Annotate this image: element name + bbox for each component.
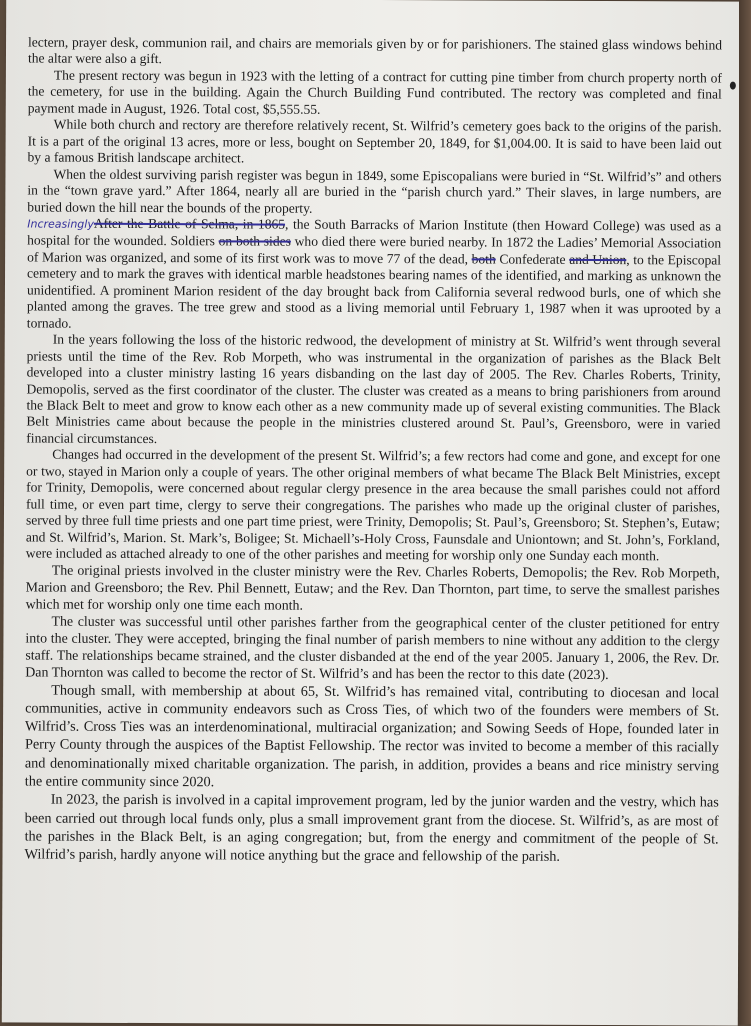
paragraph-5-text-4: , to the Episcopal cemetery and to mark the graves with identical marble headstones bearing names of the identified, and marking as unknown the unidentified. A prominent Marion resident of the day brought back from California several redwood burls, one of which she planted among the graves. The tree grew and stood as a living memorial until February 1, 1987 when it was uprooted by a tornado. xyxy=(26,251,722,331)
paragraph-3: While both church and rectory are therefore relatively recent, St. Wilfrid’s cemetery goes back to the origins of the parish. It is a part of the original 13 acres, more or less, bought on September 20, 1849, for $1,004.00. It is said to have been laid out by a famous British landscape architect. xyxy=(27,116,722,166)
paragraph-1: lectern, prayer desk, communion rail, and chairs are memorials given by or for parishioners. The stained glass windows behind the altar were also a gift. xyxy=(27,34,723,67)
struck-text-2: on both sides xyxy=(218,233,291,250)
handwritten-insert: Increasingly xyxy=(27,217,94,231)
paragraph-9: The cluster was successful until other parishes farther from the geographical center of the cluster petitioned for entry into the cluster. They were accepted, bringing the final number of parish members to nine without any addition to the clergy staff. The relationships became strained, and the cluster disbanded at the end of the year 2005. January 1, 2006, the Rev. Dr. Dan Thornton was called to become the rector of St. Wilfrid’s and has been the rector to this date (2023). xyxy=(25,614,720,683)
paragraph-4: When the oldest surviving parish register was begun in 1849, some Episcopalians were buried in “St. Wilfrid’s” and others in the “town grave yard.” After 1864, nearly all are buried in the “parish church yard.” Their slaves, in large numbers, are buried down the hill near the bounds of the property. xyxy=(27,166,722,216)
document-body xyxy=(24,34,722,866)
paragraph-6: In the years following the loss of the historic redwood, the development of ministry at St. Wilfrid’s went through several priests until the time of the Rev. Rob Morpeth, who was instrumental in the organization of parishes as the Black Belt developed into a cluster ministry lasting 16 years disbanding on the last day of 2005. The Rev. Charles Roberts, Trinity, Demopolis, served as the first coordinator of the cluster. The cluster was created as a means to bring parishioners from around the Black Belt to meet and grow to know each other as a new community made up of several existing communities. The Black Belt Ministries came about because the people in the ministries clustered around St. Paul’s, Greensboro, were in varied financial circumstances. xyxy=(26,331,721,446)
paragraph-11: In 2023, the parish is involved in a capital improvement program, led by the junior warden and the vestry, which has been carried out through local funds only, plus a small improvement grant from the diocese. St. Wilfrid’s, as are most of the parishes in the Black Belt, is an aging congregation; but, from the energy and commitment of the people of St. Wilfrid’s parish, hardly anyone will notice anything but the grace and fellowship of the parish. xyxy=(24,791,719,865)
paragraph-2: The present rectory was begun in 1923 with the letting of a contract for cutting pine timber from church property north of the cemetery, for use in the building. Again the Church Building Fund contributed. The rectory was completed and final payment made in August, 1926. Total cost, $5,555.55. xyxy=(27,67,722,117)
punch-hole xyxy=(730,82,736,90)
paragraph-8: The original priests involved in the cluster ministry were the Rev. Charles Roberts, Demopolis; the Rev. Rob Morpeth, Marion and Greensboro; the Rev. Phil Bennett, Eutaw; and the Rev. Dan Thornton, part time, to serve the smallest parishes which met for worship only one time each month. xyxy=(25,563,720,614)
struck-text-1: After the Battle of Selma, in 1865 xyxy=(93,215,286,232)
paragraph-5-text-1: , the South Barracks of Marion Institute (then Howard College) was used as a hospital for the wounded. Soldiers xyxy=(27,216,722,249)
struck-text-3: both xyxy=(471,251,496,267)
paragraph-5 xyxy=(27,215,722,334)
paragraph-5-text-3: Confederate xyxy=(495,251,570,267)
paragraph-5-text-2: who died there were buried nearby. In 1872 the Ladies’ Memorial Association of Marion was organized, and some of its first work was to move 77 of the dead, xyxy=(27,234,722,267)
document-page xyxy=(2,0,742,1026)
desk-edge xyxy=(739,0,751,1024)
struck-text-4: and Union xyxy=(569,251,627,267)
paragraph-7: Changes had occurred in the development of the present St. Wilfrid’s; a few rectors had come and gone, and except for one or two, stayed in Marion only a couple of years. The other original members of what became The Black Belt Ministries, except for Trinity, Demopolis, were concerned about regular clergy presence in the area because the small parishes could not afford full time, or even part time, clergy to serve their congregations. The parishes who made up the original cluster of parishes, served by three full time priests and one part time priest, were Trinity, Demopolis; St. Paul’s, Greensboro; St. Stephen’s, Eutaw; and St. Wilfrid’s, Marion. St. Mark’s, Boligee; St. Michaell’s-Holy Cross, Faunsdale and Uniontown; and St. John’s, Forkland, were included as attached already to one of the other parishes and meeting for worship only one Sunday each month. xyxy=(25,446,721,564)
paragraph-10: Though small, with membership at about 65, St. Wilfrid’s has remained vital, contributing to diocesan and local communities, active in community endeavors such as Cross Ties, of which two of the founders were members of St. Wilfrid’s. Cross Ties was an interdenominational, multiracial organization; and Sowing Seeds of Hope, founded later in Perry County through the auspices of the Baptist Fellowship. The rector was invited to become a member of this racially and denominationally mixed charitable organization. The parish, in addition, provides a beans and rice ministry serving the entire community since 2020. xyxy=(24,682,720,791)
